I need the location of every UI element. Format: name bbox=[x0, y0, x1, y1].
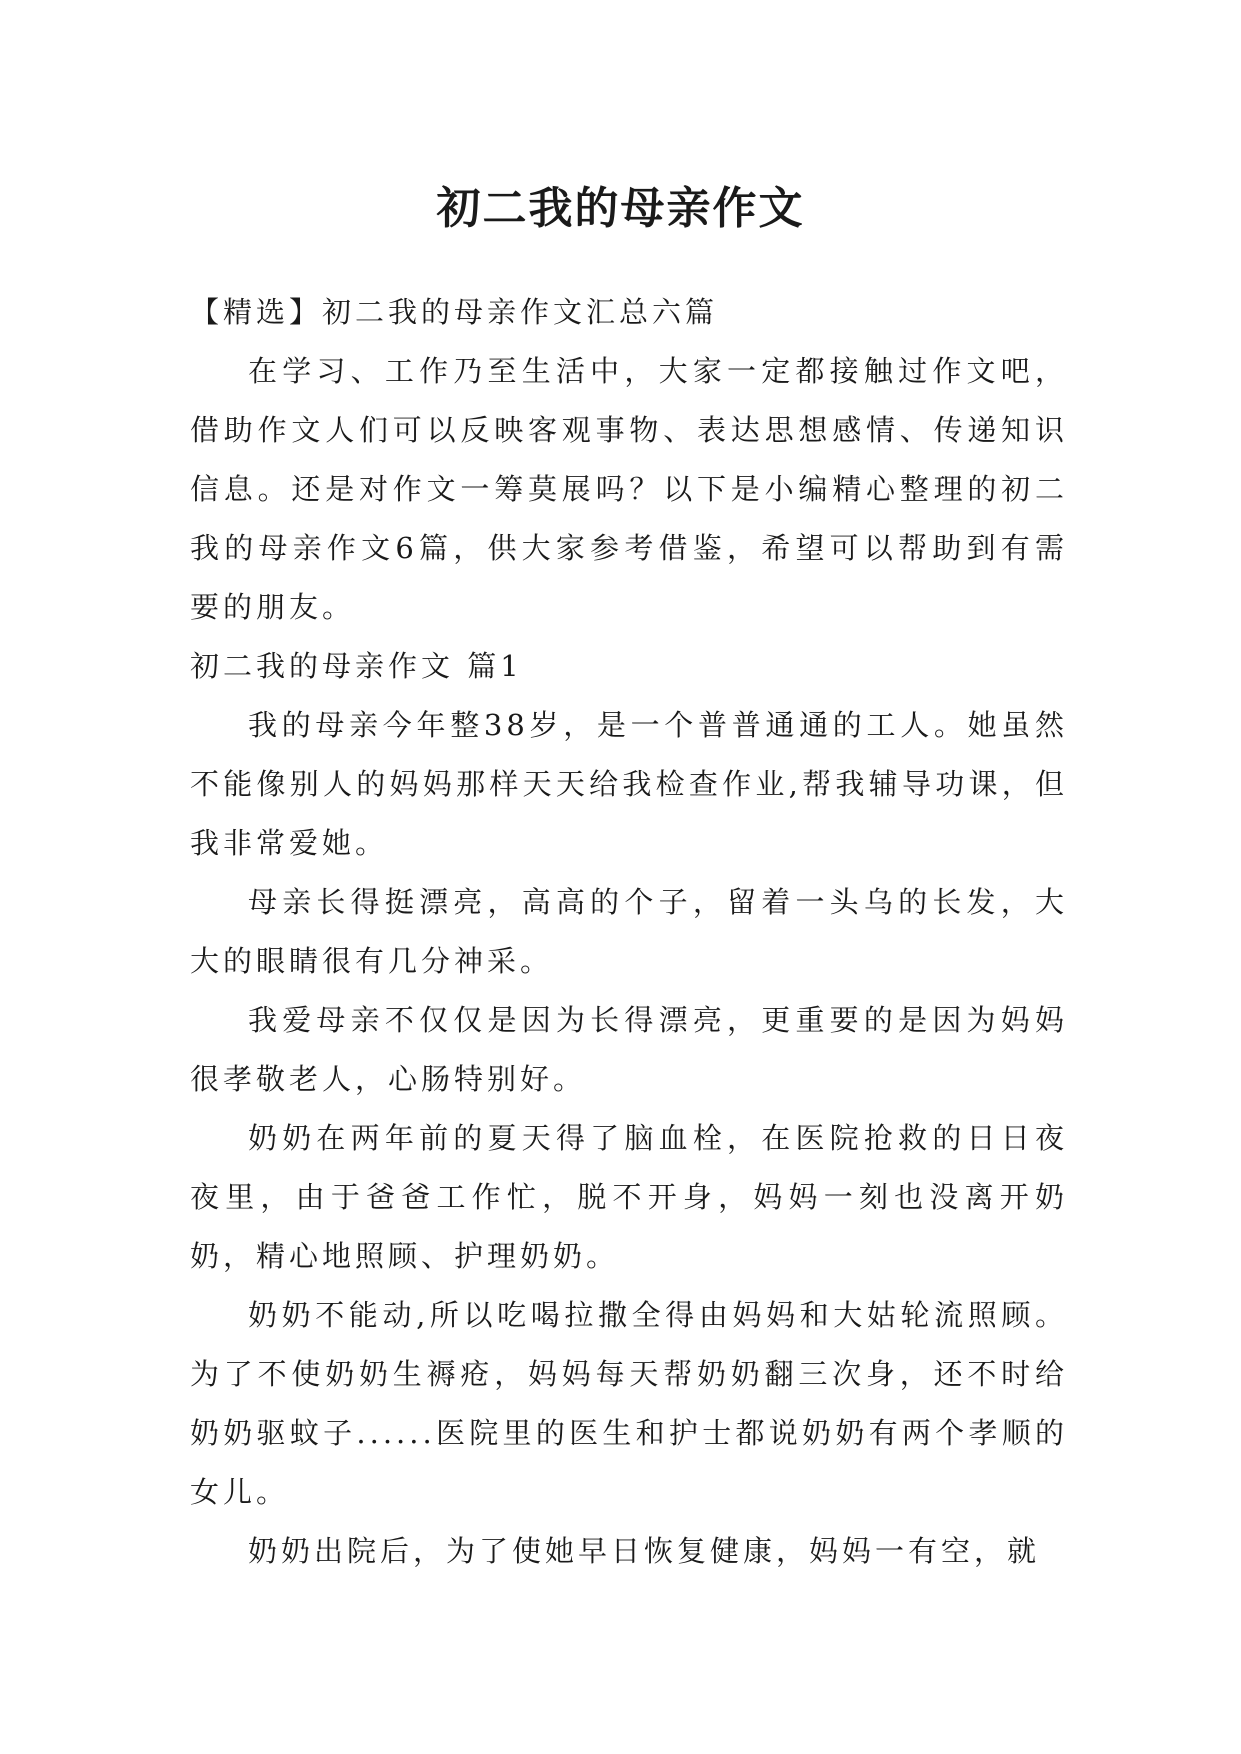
paragraph: 我的母亲今年整38岁，是一个普普通通的工人。她虽然不能像别人的妈妈那样天天给我检查作业,帮我辅导功课，但我非常爱她。 bbox=[190, 708, 1068, 860]
paragraph: 奶奶不能动,所以吃喝拉撒全得由妈妈和大姑轮流照顾。为了不使奶奶生褥疮，妈妈每天帮奶奶翻三次身，还不时给奶奶驱蚊子......医院里的医生和护士都说奶奶有两个孝顺的女儿。 bbox=[190, 1298, 1068, 1509]
document-title: 初二我的母亲作文 bbox=[436, 183, 805, 235]
paragraph: 我爱母亲不仅仅是因为长得漂亮，更重要的是因为妈妈很孝敬老人，心肠特别好。 bbox=[190, 1003, 1068, 1096]
section-heading: 初二我的母亲作文 篇1 bbox=[190, 649, 523, 683]
intro-line: 【精选】初二我的母亲作文汇总六篇 bbox=[190, 295, 719, 329]
document-body bbox=[190, 283, 1068, 1581]
paragraph: 奶奶在两年前的夏天得了脑血栓，在医院抢救的日日夜夜里，由于爸爸工作忙，脱不开身，妈妈一刻也没离开奶奶，精心地照顾、护理奶奶。 bbox=[190, 1121, 1068, 1273]
paragraph: 奶奶出院后，为了使她早日恢复健康，妈妈一有空，就 bbox=[248, 1534, 1041, 1568]
paragraph: 母亲长得挺漂亮，高高的个子，留着一头乌的长发，大大的眼睛很有几分神采。 bbox=[190, 885, 1068, 978]
intro-paragraph: 在学习、工作乃至生活中，大家一定都接触过作文吧，借助作文人们可以反映客观事物、表达思想感情、传递知识信息。还是对作文一筹莫展吗？以下是小编精心整理的初二我的母亲作文6篇，供大家参考借鉴，希望可以帮助到有需要的朋友。 bbox=[190, 354, 1068, 624]
